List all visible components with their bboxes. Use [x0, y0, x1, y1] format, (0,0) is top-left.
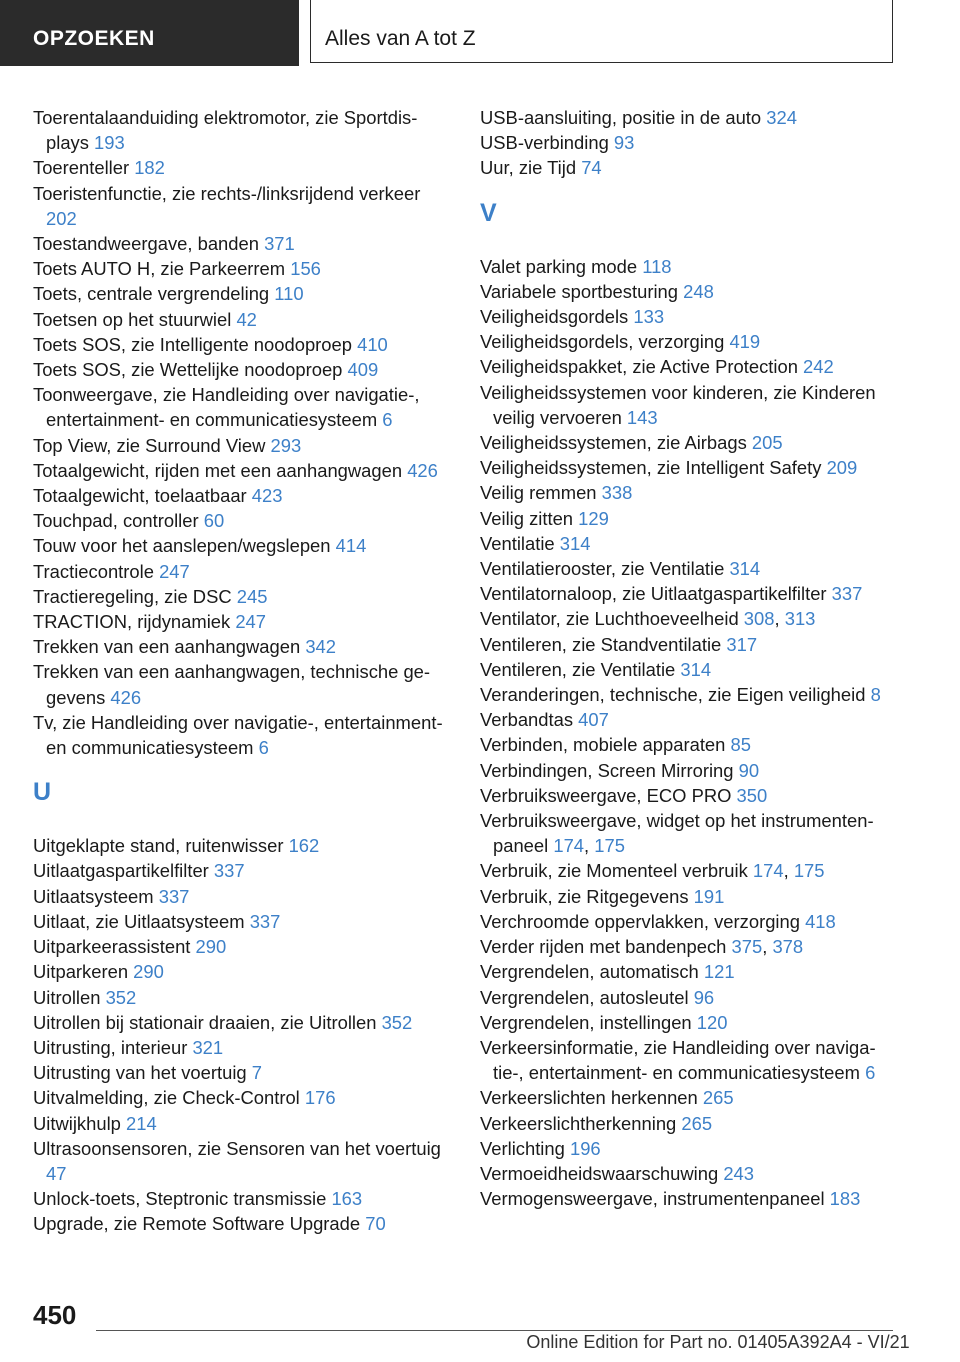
page-reference-link[interactable]: 265 [702, 1087, 734, 1109]
page-reference-link[interactable]: 247 [235, 611, 267, 633]
page-reference-link[interactable]: 314 [559, 532, 591, 554]
page-reference-link[interactable]: 121 [703, 961, 735, 983]
page-separator: , [783, 860, 794, 882]
page-reference-link[interactable]: 350 [736, 784, 768, 806]
index-entry [480, 606, 900, 631]
index-entry [33, 559, 453, 584]
page-separator: , [762, 936, 773, 958]
index-entry-term: Vermoeidheidswaarschuwing [480, 1162, 724, 1184]
index-entry-term: Toets AUTO H, zie Parkeerrem [33, 258, 291, 280]
page-reference-link[interactable]: 290 [133, 961, 164, 983]
index-entry-term: Verbandtas [480, 709, 579, 731]
index-entry-term: Ventilatie [480, 532, 560, 554]
index-entry-term: Tractiecontrole [33, 560, 160, 582]
index-entry [33, 508, 453, 533]
index-entry-term: Touw voor het aanslepen/wegslepen [33, 535, 336, 557]
index-entry-term: Uitgeklapte stand, ruitenwisser [33, 835, 289, 857]
page-reference-link[interactable]: 93 [613, 132, 635, 154]
page-reference-link[interactable]: 426 [407, 459, 438, 481]
index-entry [33, 710, 453, 760]
index-entry [33, 231, 453, 256]
index-entry [33, 256, 453, 281]
index-entry [33, 105, 453, 155]
page-number: 450 [33, 1300, 77, 1330]
index-entry-term: Verkeerslichten herkennen [480, 1087, 703, 1109]
index-entry [480, 1186, 900, 1211]
index-entry-term: Verbruiksweergave, ECO PRO [480, 784, 737, 806]
index-entry [33, 858, 453, 883]
index-entry [33, 533, 453, 558]
index-entry-term: Verbruik, zie Momenteel verbruik [480, 860, 753, 882]
page-reference-link[interactable]: 337 [249, 910, 281, 932]
page-reference-link[interactable]: 183 [829, 1188, 861, 1210]
index-entry [480, 105, 900, 130]
index-entry-term: Toets SOS, zie Intelligente noodoproep [33, 333, 358, 355]
page-header [0, 0, 960, 66]
index-entry-term: Uitlaat, zie Uitlaatsysteem [33, 910, 250, 932]
index-entry [33, 934, 453, 959]
page-reference-link[interactable]: 426 [110, 686, 142, 708]
index-letter-heading: V [480, 198, 497, 227]
index-entry-term: Ventilator, zie Luchthoeveelheid [480, 608, 744, 630]
index-entry-term: Unlock-toets, Steptronic transmissie [33, 1188, 332, 1210]
index-entry [480, 354, 900, 379]
index-entry-term: Vergrendelen, autosleutel [480, 986, 694, 1008]
page-reference-link[interactable]: 245 [236, 585, 268, 607]
index-entry-term: Toetsen op het stuurwiel [33, 308, 237, 330]
index-entry-term: Toets SOS, zie Wettelijke noodoproep [33, 359, 348, 381]
index-entry-term: Trekken van een aanhangwagen, technische gegevens [33, 661, 431, 708]
index-entry-term: Vergrendelen, instellingen [480, 1011, 697, 1033]
index-entry [480, 1085, 900, 1110]
index-entry-term: Valet parking mode [480, 255, 643, 277]
index-entry [33, 1211, 453, 1236]
index-entry-term: Toets, centrale vergrendeling [33, 283, 275, 305]
page-reference-link[interactable]: 6 [258, 737, 269, 759]
page-reference-link[interactable]: 6 [382, 409, 393, 431]
page-reference-link[interactable]: 129 [578, 507, 609, 529]
index-entry [480, 455, 900, 480]
page-reference-link[interactable]: 265 [681, 1112, 713, 1134]
page-reference-link[interactable]: 214 [126, 1112, 157, 1134]
index-entry [33, 609, 453, 634]
index-entry-term: Verbruiksweergave, widget op het instrumentenpaneel [480, 810, 874, 857]
index-entry-term: Top View, zie Surround View [33, 434, 271, 456]
page-reference-link[interactable]: 352 [105, 986, 137, 1008]
page-reference-link[interactable]: 248 [683, 280, 714, 302]
page-reference-link[interactable]: 60 [203, 510, 225, 532]
page-reference-link[interactable]: 409 [347, 359, 379, 381]
chapter-tab [310, 0, 893, 63]
index-entry [480, 909, 900, 934]
index-entry [480, 155, 900, 180]
index-entry-term: Verbinden, mobiele apparaten [480, 734, 731, 756]
page-reference-link[interactable]: 182 [134, 157, 165, 179]
index-entry-term: Verbindingen, Screen Mirroring [480, 759, 739, 781]
index-entry-term: Verkeerslichtherkenning [480, 1112, 682, 1134]
page-reference-link[interactable]: 419 [729, 331, 761, 353]
index-entry [33, 332, 453, 357]
page-reference-link[interactable]: 193 [94, 132, 125, 154]
page-reference-link[interactable]: 110 [274, 283, 304, 305]
index-entry [480, 657, 900, 682]
index-entry-term: Uitlaatsysteem [33, 885, 159, 907]
index-entry [480, 632, 900, 657]
index-letter-heading: U [33, 778, 52, 807]
index-entry-term: Ventilatierooster, zie Ventilatie [480, 558, 730, 580]
page-reference-link[interactable]: 205 [751, 432, 783, 454]
index-entry [33, 833, 453, 858]
index-entry-term: Touchpad, controller [33, 510, 204, 532]
index-entry-term: Vergrendelen, automatisch [480, 961, 704, 983]
index-entry [33, 1111, 453, 1136]
index-entry [33, 433, 453, 458]
index-entry-term: Variabele sportbesturing [480, 280, 684, 302]
index-entry [480, 480, 900, 505]
index-entry-term: Vermogensweergave, instrumentenpaneel [480, 1188, 830, 1210]
index-entry-term: Veiligheidsgordels [480, 306, 634, 328]
page-reference-link[interactable]: 247 [159, 560, 190, 582]
page-reference-link[interactable]: 163 [331, 1188, 363, 1210]
index-entry [33, 1136, 453, 1186]
index-entry [33, 382, 453, 432]
index-entry-term: Ventilatornaloop, zie Uitlaatgaspartikelfilter [480, 583, 832, 605]
page-reference-link[interactable]: 7 [251, 1062, 262, 1084]
index-entry-term: Uitvalmelding, zie Check-Control [33, 1087, 305, 1109]
index-entry [480, 934, 900, 959]
index-entry [480, 758, 900, 783]
index-column-left [33, 105, 453, 1237]
chapter-title: Alles van A tot Z [325, 27, 476, 50]
index-entry-term: Tractieregeling, zie DSC [33, 585, 237, 607]
index-entry-term: Verbruik, zie Ritgegevens [480, 885, 694, 907]
page-reference-link[interactable]: 202 [46, 207, 77, 229]
index-entry-term: Toonweergave, zie Handleiding over navigatie-, entertainment- en communicatiesysteem [33, 384, 420, 431]
page-reference-link[interactable]: 378 [772, 936, 804, 958]
page-reference-link[interactable]: 74 [581, 157, 602, 179]
index-entry-term: Verkeersinformatie, zie Handleiding over navigatie-, entertainment- en communicatiesysteem [480, 1036, 876, 1084]
page-reference-link[interactable]: 317 [726, 633, 758, 655]
index-entry [33, 357, 453, 382]
page-reference-link[interactable]: 243 [723, 1162, 754, 1184]
index-entry [480, 1035, 900, 1085]
index-entry-term: Uitparkeerassistent [33, 936, 196, 958]
page-reference-link[interactable]: 414 [335, 535, 367, 557]
index-entry [33, 1085, 453, 1110]
section-tab [0, 0, 299, 66]
page-reference-link[interactable]: 175 [594, 835, 625, 857]
index-entry-term: Totaalgewicht, rijden met een aanhangwagen [33, 459, 408, 481]
index-entry-term: Ultrasoonsensoren, zie Sensoren van het voertuig [33, 1137, 441, 1159]
page-reference-link[interactable]: 410 [357, 333, 388, 355]
index-entry [33, 458, 453, 483]
page-reference-link[interactable]: 342 [305, 636, 336, 658]
index-entry [33, 884, 453, 909]
index-entry [480, 985, 900, 1010]
index-entry-term: Veiligheidssystemen voor kinderen, zie Kinderen veilig vervoeren [480, 381, 876, 428]
index-entry [33, 155, 453, 180]
index-entry [33, 483, 453, 508]
index-entry [480, 556, 900, 581]
page-reference-link[interactable]: 407 [578, 709, 609, 731]
index-entry [33, 307, 453, 332]
index-entry [480, 858, 900, 883]
page-reference-link[interactable]: 338 [601, 482, 633, 504]
index-entry [480, 329, 900, 354]
page-reference-link[interactable]: 156 [290, 258, 321, 280]
index-entry [480, 506, 900, 531]
index-entry-term: Uitparkeren [33, 961, 134, 983]
index-entry [480, 581, 900, 606]
index-entry-term: Toerentalaanduiding elektromotor, zie Sportdisplays [33, 107, 418, 154]
index-entry [480, 380, 900, 430]
index-entry [33, 281, 453, 306]
index-entry-term: Uitrollen [33, 986, 106, 1008]
page-separator: , [584, 835, 595, 857]
index-entry-term: Verlichting [480, 1137, 570, 1159]
index-entry [33, 659, 453, 709]
index-entry-term: Trekken van een aanhangwagen [33, 636, 306, 658]
footer-divider [96, 1330, 893, 1331]
index-entry [33, 1060, 453, 1085]
index-entry [480, 959, 900, 984]
index-entry-term: USB-verbinding [480, 132, 614, 154]
index-entry [480, 304, 900, 329]
index-entry [33, 959, 453, 984]
page-reference-link[interactable]: 375 [731, 936, 763, 958]
page-reference-link[interactable]: 85 [730, 734, 751, 756]
index-entry-term: Veilig remmen [480, 482, 602, 504]
index-entry-term: Uitrusting, interieur [33, 1036, 193, 1058]
index-entry [480, 1161, 900, 1186]
index-entry [480, 279, 900, 304]
page-reference-link[interactable]: 70 [365, 1213, 386, 1235]
page-reference-link[interactable]: 423 [251, 485, 283, 507]
index-entry [480, 1010, 900, 1035]
index-entry [480, 682, 900, 707]
index-entry [33, 1186, 453, 1211]
index-entry-term: Ventileren, zie Ventilatie [480, 658, 681, 680]
page-reference-link[interactable]: 418 [805, 910, 836, 932]
page-reference-link[interactable]: 8 [870, 684, 881, 706]
page-reference-link[interactable]: 290 [195, 936, 227, 958]
index-entry [33, 181, 453, 231]
page-reference-link[interactable]: 191 [693, 885, 725, 907]
index-entry [480, 884, 900, 909]
index-entry-term: USB-aansluiting, positie in de auto [480, 107, 767, 128]
index-entry [33, 909, 453, 934]
index-entry-term: TRACTION, rijdynamiek [33, 611, 236, 633]
page-reference-link[interactable]: 143 [626, 406, 658, 428]
index-entry [33, 634, 453, 659]
index-entry-term: Veilig zitten [480, 507, 579, 529]
page-reference-link[interactable]: 337 [831, 583, 863, 605]
index-entry-term: Verder rijden met bandenpech [480, 936, 732, 958]
index-entry-term: Veiligheidsgordels, verzorging [480, 331, 730, 353]
page-reference-link[interactable]: 314 [729, 558, 761, 580]
index-entry [480, 1136, 900, 1161]
index-column-right [480, 105, 900, 1211]
index-entry [33, 1035, 453, 1060]
index-entry [480, 531, 900, 556]
index-entry-term: Uitwijkhulp [33, 1112, 127, 1134]
index-entry-term: Uitrusting van het voertuig [33, 1062, 252, 1084]
page-reference-link[interactable]: 162 [288, 835, 320, 857]
page-reference-link[interactable]: 176 [304, 1087, 336, 1109]
page-reference-link[interactable]: 96 [693, 986, 715, 1008]
page-reference-link[interactable]: 118 [642, 255, 672, 277]
section-label: OPZOEKEN [33, 27, 155, 50]
index-entry-term: Toerenteller [33, 157, 135, 179]
index-entry-term: Veranderingen, technische, zie Eigen veiligheid [480, 684, 871, 706]
index-entry-term: Ventileren, zie Standventilatie [480, 633, 727, 655]
index-entry [480, 254, 900, 279]
page-reference-link[interactable]: 174 [752, 860, 784, 882]
page-reference-link[interactable]: 209 [826, 457, 858, 479]
page-reference-link[interactable]: 314 [680, 658, 712, 680]
page-reference-link[interactable]: 196 [569, 1137, 601, 1159]
index-entry [480, 783, 900, 808]
page-reference-link[interactable]: 337 [158, 885, 190, 907]
page-reference-link[interactable]: 293 [270, 434, 302, 456]
page-reference-link[interactable]: 321 [192, 1036, 224, 1058]
page-reference-link[interactable]: 242 [803, 356, 834, 378]
page-reference-link[interactable]: 42 [236, 308, 257, 330]
page-reference-link[interactable]: 6 [865, 1062, 876, 1084]
index-entry-term: Tv, zie Handleiding over navigatie-, entertainment- en communicatiesysteem [33, 711, 443, 759]
index-entry-term: Uur, zie Tijd [480, 157, 582, 179]
index-entry-term: Verchroomde oppervlakken, verzorging [480, 910, 806, 932]
index-entry [480, 707, 900, 732]
index-entry [480, 1111, 900, 1136]
index-entry [480, 808, 900, 858]
index-entry [480, 130, 900, 155]
index-entry [480, 732, 900, 757]
page-reference-link[interactable]: 352 [381, 1011, 413, 1033]
index-entry-term: Upgrade, zie Remote Software Upgrade [33, 1213, 366, 1235]
page-reference-link[interactable]: 313 [784, 608, 816, 630]
index-entry-term: Uitrollen bij stationair draaien, zie Uitrollen [33, 1011, 382, 1033]
index-entry-term: Toestandweergave, banden [33, 233, 265, 255]
index-entry [33, 1010, 453, 1035]
index-entry-term: Veiligheidssystemen, zie Airbags [480, 432, 752, 454]
index-entry-term: Veiligheidspakket, zie Active Protection [480, 356, 804, 378]
page-reference-link[interactable]: 324 [766, 107, 797, 128]
index-entry-term: Uitlaatgaspartikelfilter [33, 860, 214, 882]
page-reference-link[interactable]: 308 [743, 608, 775, 630]
index-entry [480, 430, 900, 455]
page-reference-link[interactable]: 90 [738, 759, 760, 781]
page-reference-link[interactable]: 337 [213, 860, 245, 882]
index-entry-term: Toeristenfunctie, zie rechts-/linksrijdend verkeer [33, 182, 421, 204]
index-entry [33, 584, 453, 609]
page-reference-link[interactable]: 133 [633, 306, 665, 328]
page-reference-link[interactable]: 47 [46, 1162, 67, 1184]
page-reference-link[interactable]: 371 [264, 233, 295, 255]
index-entry-term: Totaalgewicht, toelaatbaar [33, 485, 252, 507]
page-reference-link[interactable]: 175 [793, 860, 825, 882]
index-entry [33, 985, 453, 1010]
index-entry-term: Veiligheidssystemen, zie Intelligent Safety [480, 457, 827, 479]
page-separator: , [774, 608, 785, 630]
footer-edition: Online Edition for Part no. 01405A392A4 - VI/21 [526, 1332, 910, 1352]
page-reference-link[interactable]: 174 [553, 835, 585, 857]
page-reference-link[interactable]: 120 [696, 1011, 728, 1033]
